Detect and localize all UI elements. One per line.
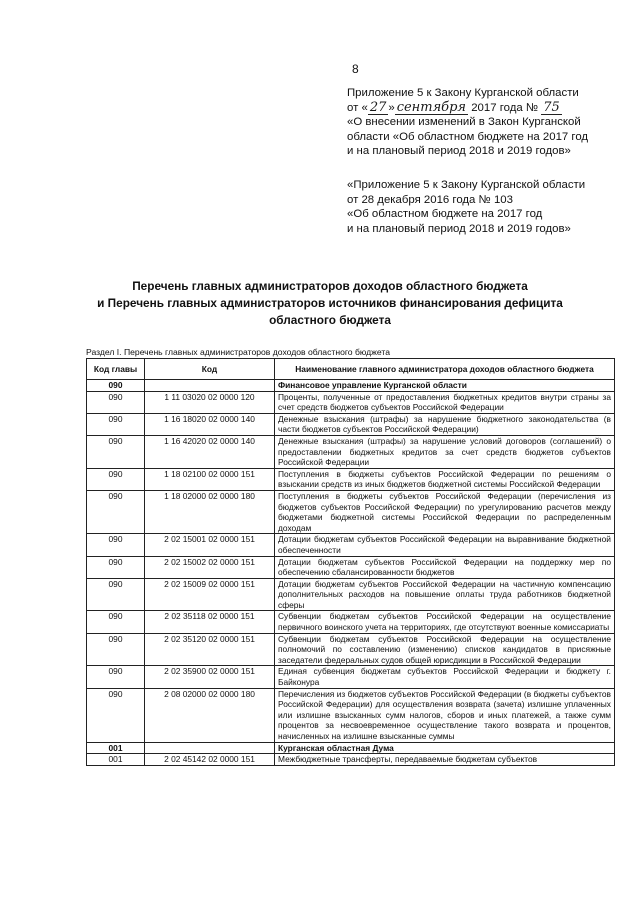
cell-code: 1 11 03020 02 0000 120 [145,391,275,413]
appendix-date-line [347,101,632,116]
appendix-line: от 28 декабря 2016 года № 103 [347,193,513,206]
cell-code: 1 18 02100 02 0000 151 [145,468,275,490]
cell-name: Межбюджетные трансферты, передаваемые бюджетам субъектов [275,754,615,766]
header-chapter-code: Код главы [87,359,145,380]
table-row [87,578,615,611]
cell-code: 2 02 35118 02 0000 151 [145,611,275,633]
cell-code: 1 16 18020 02 0000 140 [145,413,275,435]
cell-code: 2 02 35120 02 0000 151 [145,633,275,666]
table-header-row [87,359,615,380]
appendix-line: «Об областном бюджете на 2017 год [347,208,543,221]
cell-chapter-code: 090 [87,391,145,413]
cell-chapter-code: 090 [87,578,145,611]
cell-chapter-code: 001 [87,742,145,754]
cell-code [145,380,275,392]
table-row [87,490,615,533]
cell-chapter-code: 090 [87,611,145,633]
handwritten-number: 75 [543,99,560,115]
appendix-line: и на плановый период 2018 и 2019 годов» [347,222,571,235]
cell-chapter-code: 090 [87,688,145,742]
cell-chapter-code: 090 [87,435,145,468]
header-name: Наименование главного администратора доходов областного бюджета [275,359,615,380]
cell-chapter-code: 001 [87,754,145,766]
table-row-administrator [87,380,615,392]
cell-name: Перечисления из бюджетов субъектов Российской Федерации (в бюджеты субъектов Российской Федерации) для осуществления возврата (зачета) излишне уплаченных или излишне взысканных сумм налогов, сборов и иных платежей, а также сумм процентов за несвоевременное осуществление такого возврата и процентов, начисленных на излишне взысканные суммы [275,688,615,742]
appendix-amendment-block [347,86,632,159]
cell-code: 2 02 45142 02 0000 151 [145,754,275,766]
handwritten-day: 27 [369,99,387,115]
cell-chapter-code: 090 [87,380,145,392]
cell-code: 2 02 35900 02 0000 151 [145,666,275,688]
table-row-administrator [87,742,615,754]
table-row [87,666,615,688]
appendix-line: и на плановый период 2018 и 2019 годов» [347,145,571,158]
cell-code: 2 02 15009 02 0000 151 [145,578,275,611]
handwritten-month: сентября [396,99,467,115]
cell-code: 2 02 15001 02 0000 151 [145,534,275,556]
table-row [87,534,615,556]
table-row [87,556,615,578]
cell-chapter-code: 090 [87,666,145,688]
appendix-line: «Приложение 5 к Закону Курганской области [347,179,586,191]
cell-name: Субвенции бюджетам субъектов Российской Федерации на осуществление полномочий по составлению (изменению) списков кандидатов в присяжные заседатели федеральных судов общей юрисдикции в Российской Федерации [275,633,615,666]
cell-code: 1 16 42020 02 0000 140 [145,435,275,468]
table-row [87,611,615,633]
revenue-administrators-table [86,358,615,766]
table-row [87,688,615,742]
title-line: областного бюджета [269,313,391,327]
cell-chapter-code: 090 [87,633,145,666]
cell-chapter-code: 090 [87,556,145,578]
page-number: 8 [352,62,359,76]
cell-code: 2 02 15002 02 0000 151 [145,556,275,578]
appendix-line: области «Об областном бюджете на 2017 год [347,130,589,143]
cell-name: Денежные взыскания (штрафы) за нарушение бюджетного законодательства (в части бюджетов субъектов Российской Федерации) [275,413,615,435]
date-mid: » [388,101,395,114]
table-row [87,468,615,490]
cell-chapter-code: 090 [87,413,145,435]
cell-name: Финансовое управление Курганской области [275,380,615,392]
table-row [87,391,615,413]
cell-chapter-code: 090 [87,534,145,556]
table-row [87,754,615,766]
table-row [87,633,615,666]
cell-code [145,742,275,754]
title-line: и Перечень главных администраторов источников финансирования дефицита [97,296,563,310]
cell-name: Денежные взыскания (штрафы) за нарушение условий договоров (соглашений) о предоставлении бюджетных кредитов за счет средств бюджетов субъектов Российской Федерации [275,435,615,468]
cell-name: Дотации бюджетам субъектов Российской Федерации на частичную компенсацию дополнительных расходов на повышение оплаты труда работников бюджетной сферы [275,578,615,611]
cell-name: Курганская областная Дума [275,742,615,754]
cell-name: Субвенции бюджетам субъектов Российской Федерации на осуществление первичного воинского учета на территориях, где отсутствуют военные комиссариаты [275,611,615,633]
cell-code: 2 08 02000 02 0000 180 [145,688,275,742]
appendix-original-block [347,178,632,236]
table-row [87,435,615,468]
table-body [87,380,615,766]
date-year: 2017 года № [471,101,539,114]
title-line: Перечень главных администраторов доходов областного бюджета [132,279,528,293]
cell-name: Проценты, полученные от предоставления бюджетных кредитов внутри страны за счет средств бюджетов субъектов Российской Федерации [275,391,615,413]
cell-name: Дотации бюджетам субъектов Российской Федерации на поддержку мер по обеспечению сбалансированности бюджетов [275,556,615,578]
appendix-line: Приложение 5 к Закону Курганской области [347,87,579,99]
cell-chapter-code: 090 [87,490,145,533]
cell-name: Поступления в бюджеты субъектов Российской Федерации (перечисления из бюджетов субъектов Российской Федерации) по урегулированию расчетов между бюджетами бюджетной системы Российской Федерации по распределенным доходам [275,490,615,533]
cell-name: Поступления в бюджеты субъектов Российской Федерации по решениям о взыскании средств из иных бюджетов бюджетной системы Российской Федерации [275,468,615,490]
appendix-line: «О внесении изменений в Закон Курганской [347,116,581,129]
cell-code: 1 18 02000 02 0000 180 [145,490,275,533]
document-title [70,278,590,329]
cell-name: Единая субвенция бюджетам субъектов Российской Федерации и бюджету г. Байконура [275,666,615,688]
header-code: Код [145,359,275,380]
date-prefix: от « [347,101,368,114]
table-row [87,413,615,435]
cell-name: Дотации бюджетам субъектов Российской Федерации на выравнивание бюджетной обеспеченности [275,534,615,556]
cell-chapter-code: 090 [87,468,145,490]
section-caption: Раздел I. Перечень главных администраторов доходов областного бюджета [86,347,391,357]
